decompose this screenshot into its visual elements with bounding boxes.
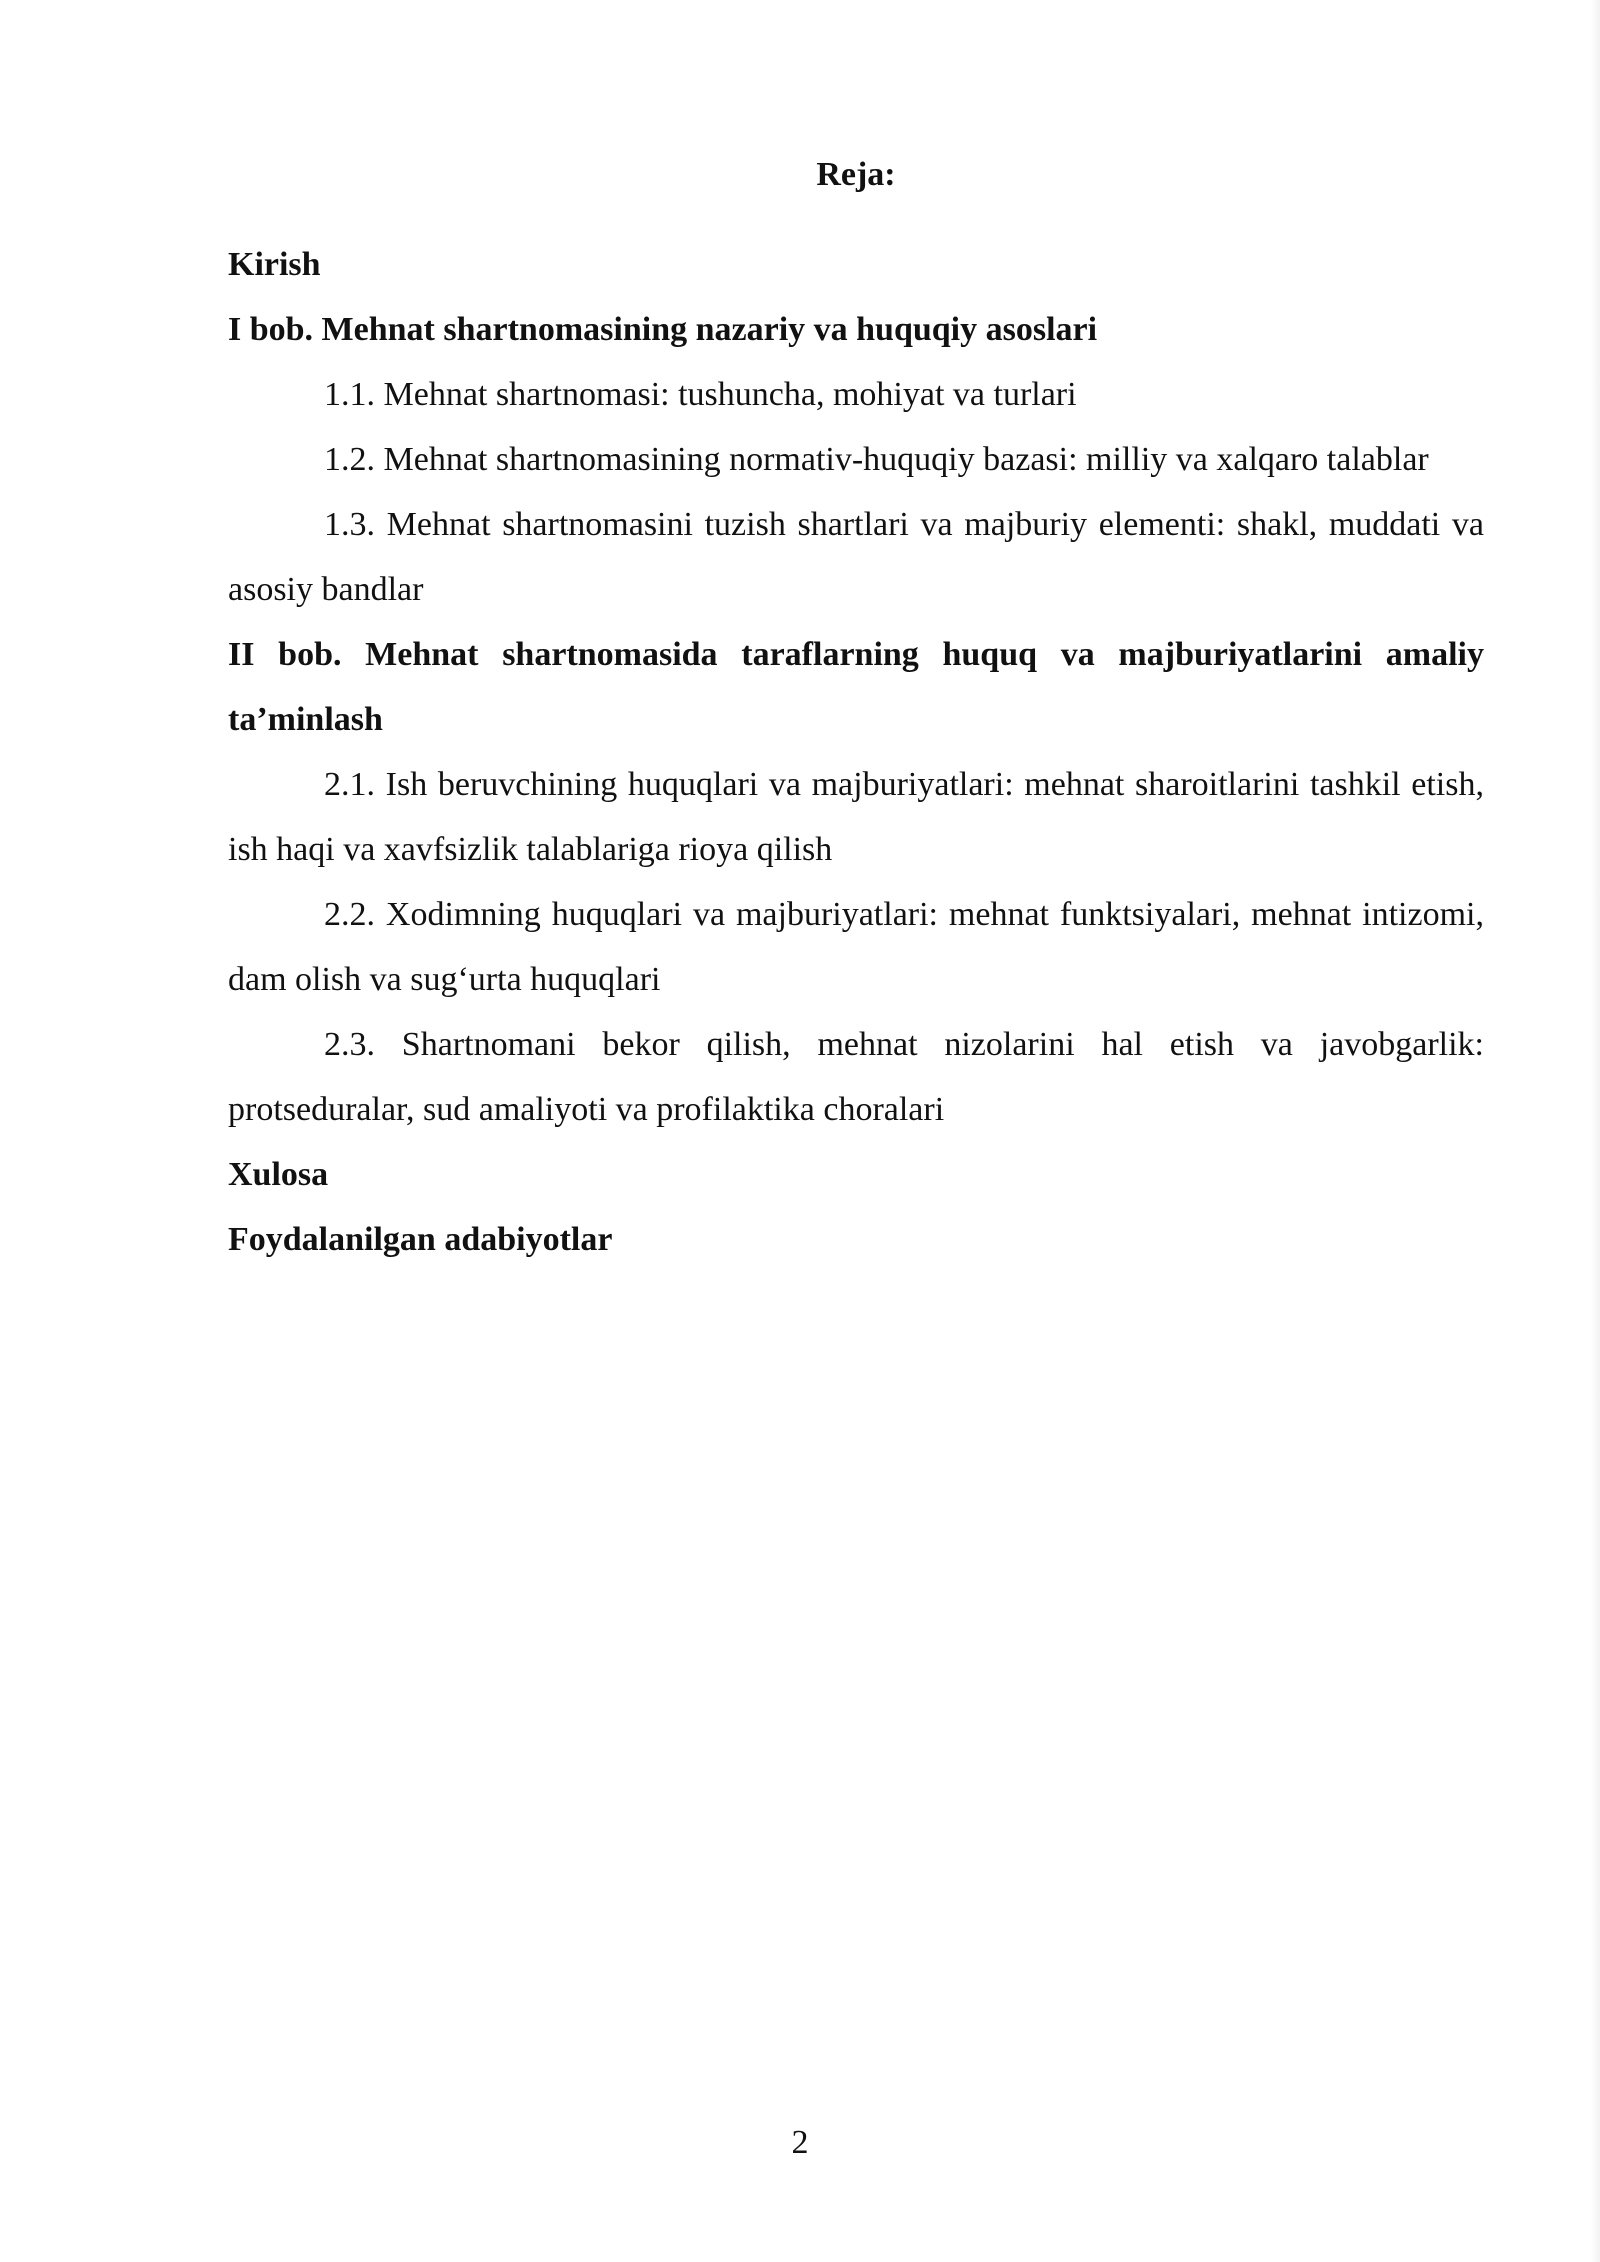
toc-item-1-2: 1.2. Mehnat shartnomasining normativ-huquqiy bazasi: milliy va xalqaro talablar <box>324 441 1429 478</box>
page-title: Reja: <box>816 156 896 193</box>
toc-item-2-1: 2.1. Ish beruvchining huquqlari va majburiyatlari: mehnat sharoitlarini tashkil etish, ish haqi va xavfsizlik talablariga rioya qilish <box>228 766 1484 868</box>
toc-heading-conclusion: Xulosa <box>228 1156 329 1193</box>
table-of-contents <box>228 150 1484 1272</box>
toc-item-2-2: 2.2. Xodimning huquqlari va majburiyatlari: mehnat funktsiyalari, mehnat intizomi, dam olish va sug‘urta huquqlari <box>228 896 1484 998</box>
toc-heading-introduction: Kirish <box>228 246 321 283</box>
toc-heading-chapter-2: II bob. Mehnat shartnomasida taraflarning huquq va majburiyatlarini amaliy ta’minlash <box>228 636 1484 738</box>
toc-item-1-1: 1.1. Mehnat shartnomasi: tushuncha, mohiyat va turlari <box>324 376 1077 413</box>
toc-item-1-3: 1.3. Mehnat shartnomasini tuzish shartlari va majburiy elementi: shakl, muddati va asosiy bandlar <box>228 506 1484 608</box>
toc-heading-references: Foydalanilgan adabiyotlar <box>228 1221 613 1258</box>
page-edge-shadow <box>1590 0 1600 2262</box>
toc-heading-chapter-1: I bob. Mehnat shartnomasining nazariy va huquqiy asoslari <box>228 311 1098 348</box>
toc-item-2-3: 2.3. Shartnomani bekor qilish, mehnat nizolarini hal etish va javobgarlik: protseduralar, sud amaliyoti va profilaktika choralari <box>228 1026 1484 1128</box>
page-number: 2 <box>791 2124 809 2161</box>
